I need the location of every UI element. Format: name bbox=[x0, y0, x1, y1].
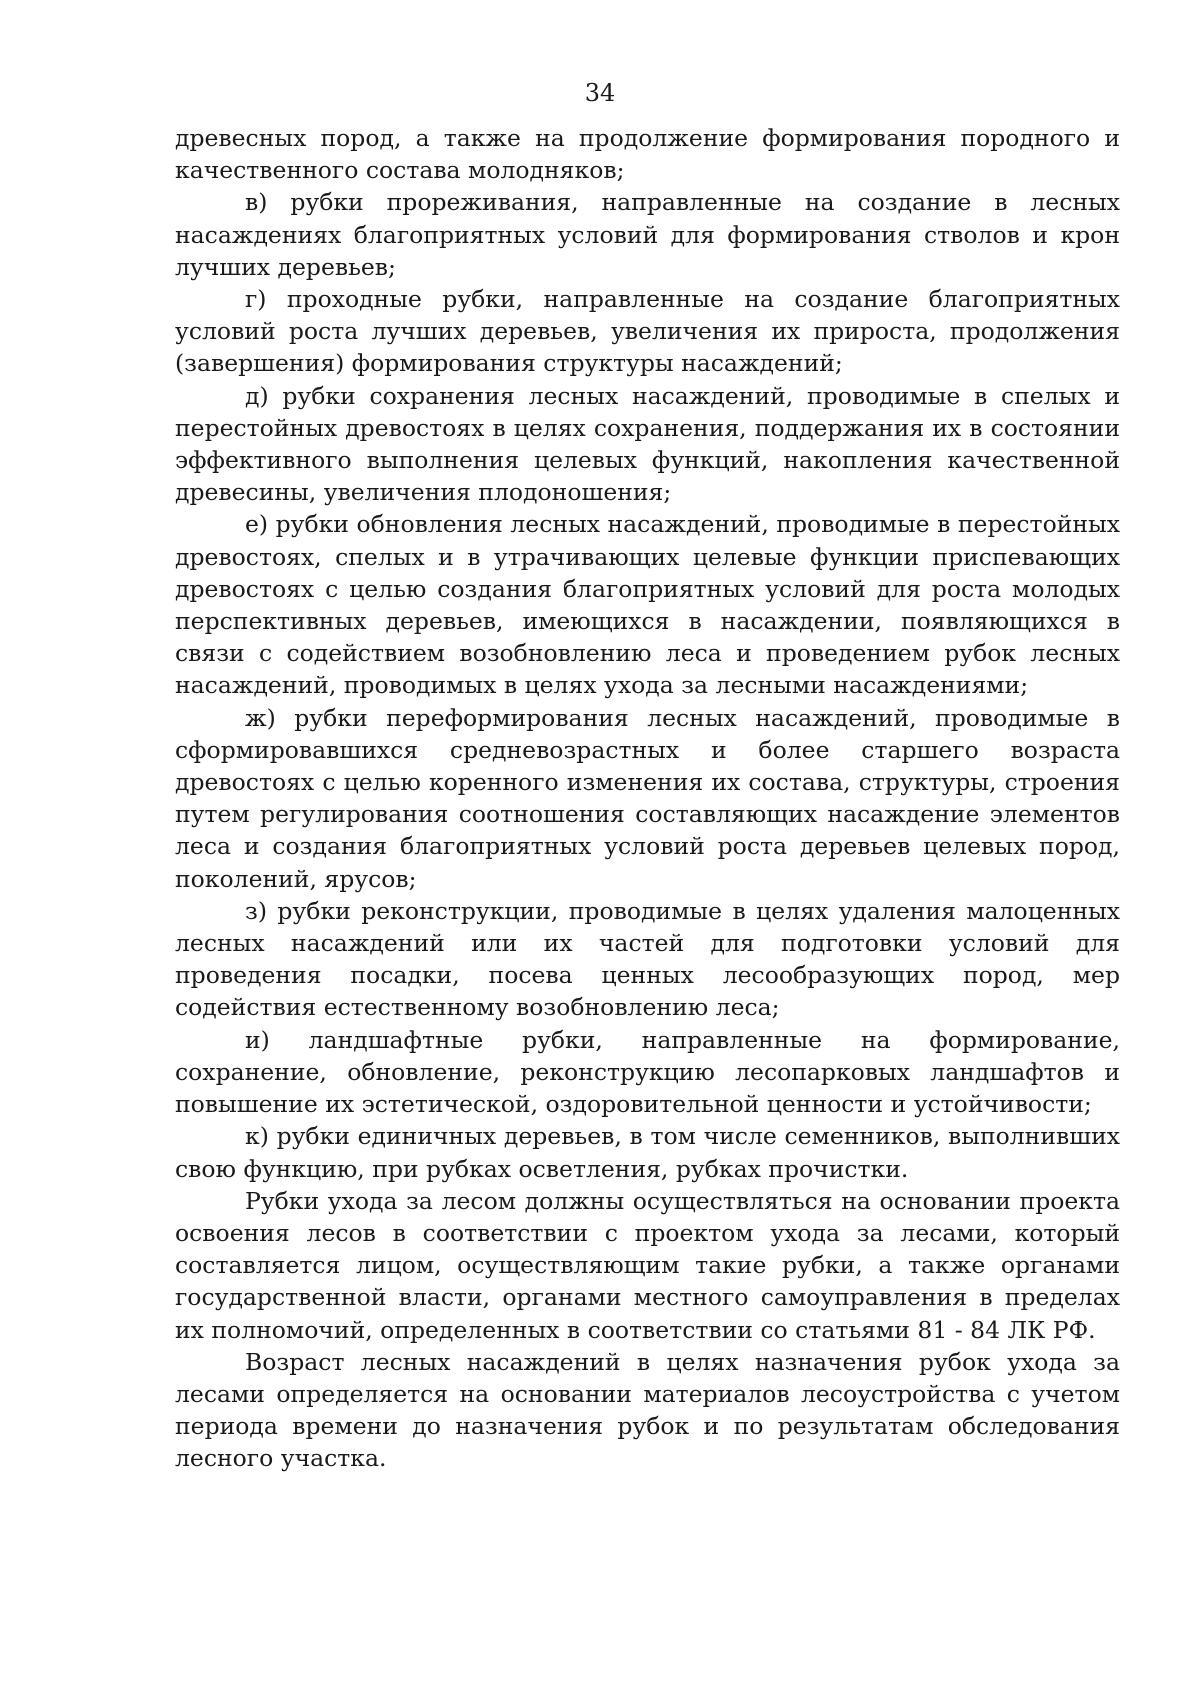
list-item-zh: ж) рубки переформирования лесных насаждений, проводимые в сформировавшихся средневозрастных и более старшего возраста древостоях с целью коренного изменения их состава, структуры, строения путем регулирования соотношения составляющих насаждение элементов леса и создания благоприятных условий роста деревьев целевых пород, поколений, ярусов; bbox=[175, 703, 1120, 893]
list-item-v: в) рубки прореживания, направленные на создание в лесных насаждениях благоприятных условий для формирования стволов и крон лучших деревьев; bbox=[175, 188, 1120, 281]
page-number: 34 bbox=[584, 79, 616, 107]
paragraph-thinning-project: Рубки ухода за лесом должны осуществляться на основании проекта освоения лесов в соответствии с проектом ухода за лесами, который составляется лицом, осуществляющим такие рубки, а также органами государственной власти, органами местного самоуправления в пределах их полномочий, определенных в соответствии со статьями 81 - 84 ЛК РФ. bbox=[175, 1186, 1120, 1344]
list-item-k: к) рубки единичных деревьев, в том числе семенников, выполнивших свою функцию, при рубках осветления, рубках прочистки. bbox=[175, 1122, 1120, 1183]
paragraph-stand-age: Возраст лесных насаждений в целях назначения рубок ухода за лесами определяется на основании материалов лесоустройства с учетом периода времени до назначения рубок и по результатам обследования лесного участка. bbox=[175, 1347, 1120, 1473]
paragraph-continuation: древесных пород, а также на продолжение формирования породного и качественного состава молодняков; bbox=[175, 124, 1120, 185]
list-item-d: д) рубки сохранения лесных насаждений, проводимые в спелых и перестойных древостоях в целях сохранения, поддержания их в состоянии эффективного выполнения целевых функций, накопления качественной древесины, увеличения плодоношения; bbox=[175, 381, 1120, 507]
list-item-g: г) проходные рубки, направленные на создание благоприятных условий роста лучших деревьев, увеличения их прироста, продолжения (завершения) формирования структуры насаждений; bbox=[175, 285, 1120, 378]
document-body bbox=[175, 122, 1120, 1475]
list-item-e: е) рубки обновления лесных насаждений, проводимые в перестойных древостоях, спелых и в утрачивающих целевые функции приспевающих древостоях с целью создания благоприятных условий для роста молодых перспективных деревьев, имеющихся в насаждении, появляющихся в связи с содействием возобновлению леса и проведением рубок лесных насаждений, проводимых в целях ухода за лесными насаждениями; bbox=[175, 510, 1120, 700]
list-item-i: и) ландшафтные рубки, направленные на формирование, сохранение, обновление, реконструкцию лесопарковых ландшафтов и повышение их эстетической, оздоровительной ценности и устойчивости; bbox=[175, 1025, 1120, 1119]
list-item-z: з) рубки реконструкции, проводимые в целях удаления малоценных лесных насаждений или их частей для подготовки условий для проведения посадки, посева ценных лесообразующих пород, мер содействия естественному возобновлению леса; bbox=[175, 896, 1120, 1022]
